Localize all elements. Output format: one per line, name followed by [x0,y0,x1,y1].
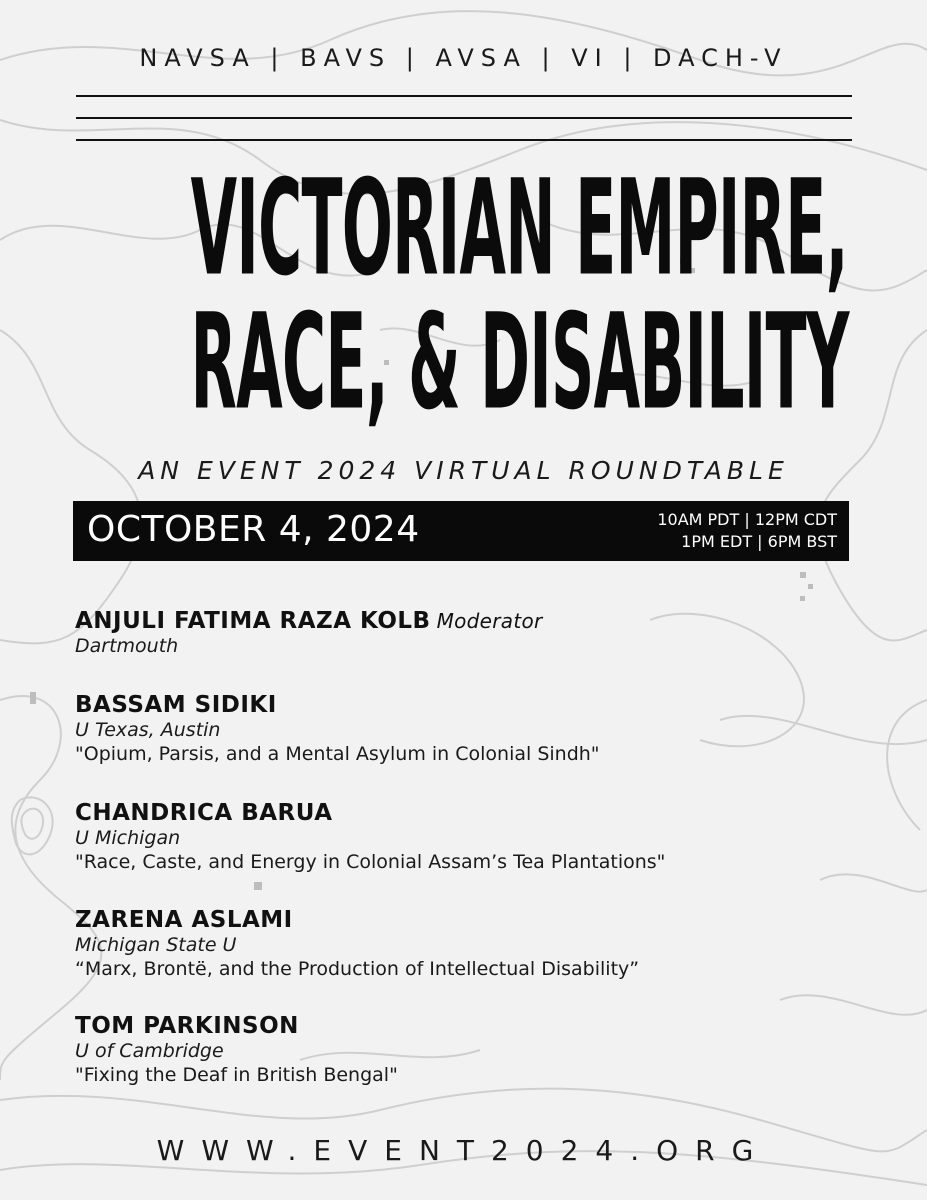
date-banner [73,501,849,561]
speaker-name: CHANDRICA BARUA [75,800,333,826]
event-times-line-1: 10AM PDT | 12PM CDT [657,510,837,529]
event-times [657,509,837,553]
event-date: OCTOBER 4, 2024 [87,509,420,550]
event-title-line-2: RACE, & DISABILITY [190,287,849,440]
speaker-affiliation: Michigan State U [75,934,237,956]
header-rule-1 [76,95,852,97]
speaker-name: BASSAM SIDIKI [75,692,277,718]
speaker-name: ANJULI FATIMA RAZA KOLB [75,608,431,634]
speaker-affiliation: Dartmouth [75,635,179,657]
header-rule-3 [76,139,852,141]
speaker-4 [75,1013,875,1087]
website-link[interactable]: WWW.EVENT2024.ORG [156,1134,771,1167]
speaker-affiliation: U of Cambridge [75,1040,224,1062]
speaker-affiliation: U Texas, Austin [75,719,221,741]
speaker-talk-title: “Marx, Brontë, and the Production of Intellectual Disability” [75,958,640,980]
speaker-affiliation: U Michigan [75,827,181,849]
organizations-header: NAVSA | BAVS | AVSA | VI | DACH-V [139,44,788,72]
event-times-line-2: 1PM EDT | 6PM BST [681,532,837,551]
speaker-talk-title: "Race, Caste, and Energy in Colonial Assam’s Tea Plantations" [75,851,666,873]
speaker-3 [75,907,875,981]
speaker-role: Moderator [436,609,543,633]
event-title-line-1: VICTORIAN EMPIRE, [190,153,848,306]
header-rule-2 [76,117,852,119]
speaker-name: TOM PARKINSON [75,1013,299,1039]
speaker-moderator [75,608,875,658]
speaker-name: ZARENA ASLAMI [75,907,293,933]
event-subtitle: AN EVENT 2024 VIRTUAL ROUNDTABLE [138,456,789,485]
speaker-1 [75,692,875,766]
speaker-2 [75,800,875,874]
speaker-talk-title: "Fixing the Deaf in British Bengal" [75,1064,398,1086]
speaker-talk-title: "Opium, Parsis, and a Mental Asylum in Colonial Sindh" [75,743,600,765]
